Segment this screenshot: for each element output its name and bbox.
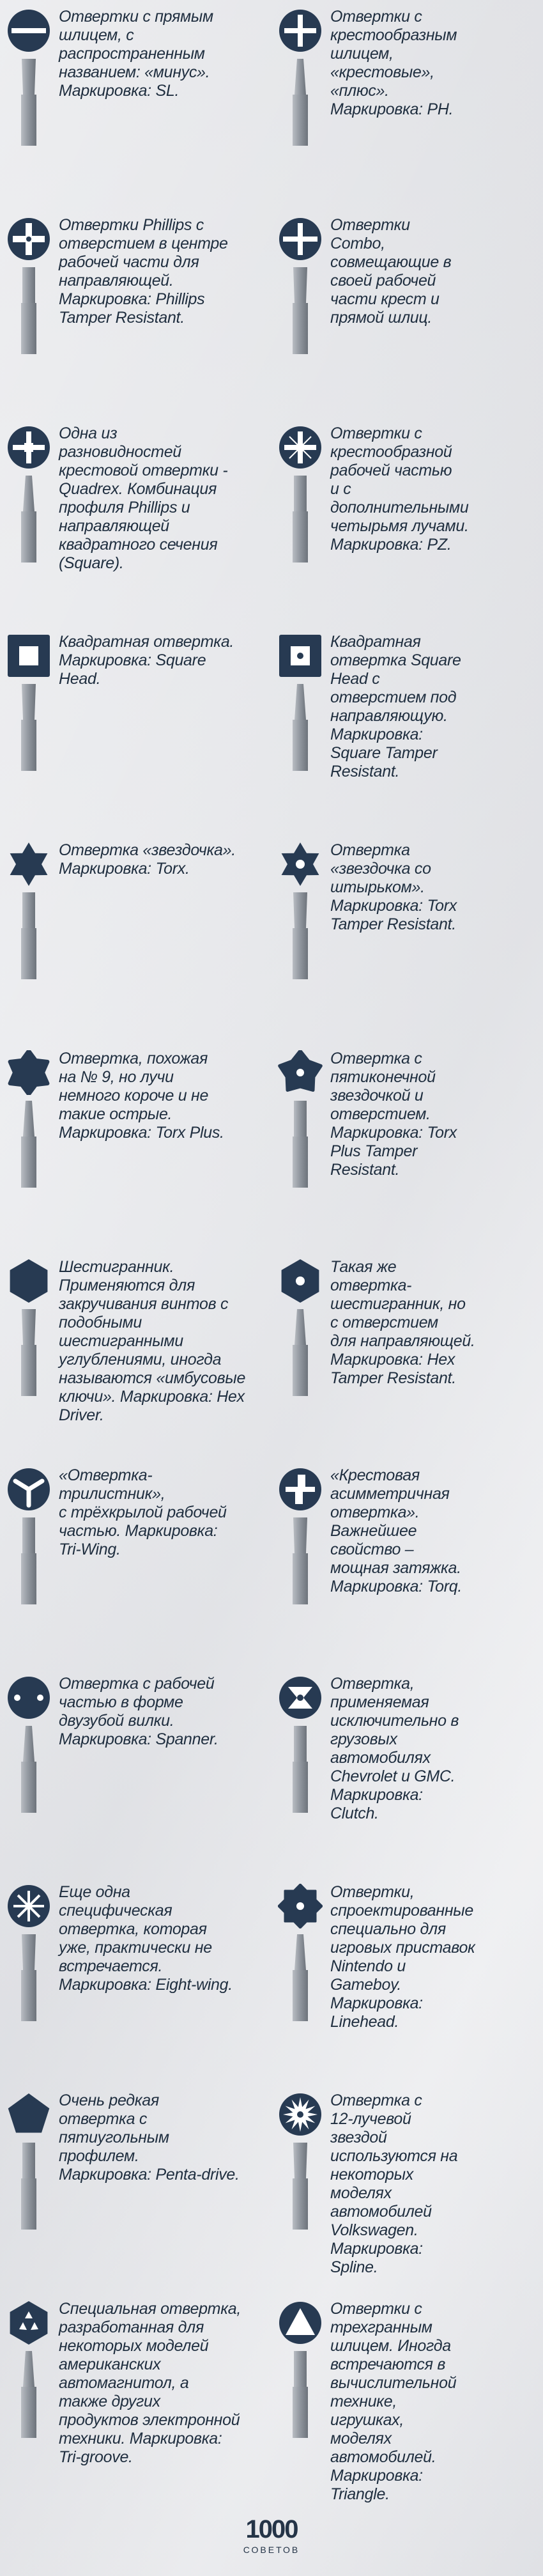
screwdriver-shaft-icon [287, 473, 314, 563]
screwdriver-shaft-icon [287, 1932, 314, 2021]
torx-tamper-tip-icon [278, 842, 323, 887]
slotted-tip-icon [6, 8, 51, 53]
phillips-tamper-tip-icon [6, 217, 51, 261]
hex-tamper-tip-icon [278, 1259, 323, 1303]
screwdriver-shaft-icon [287, 265, 314, 354]
screwdriver-shaft-icon [15, 681, 42, 771]
hex-tip-icon [6, 1259, 51, 1303]
screwdriver-shaft-icon [287, 1515, 314, 1604]
screwdriver-shaft-icon [287, 1723, 314, 1813]
quadrex-tip-icon [6, 425, 51, 470]
tri-wing-tip-icon [6, 1467, 51, 1512]
torx-plus-tip-icon [6, 1050, 51, 1095]
item-description: Отвертка с пятиконечной звездочкой и отверстием. Маркировка: Torx Plus Tamper Resistant. [330, 1050, 457, 1179]
spanner-tip-icon [6, 1675, 51, 1720]
screwdriver-item [272, 2089, 543, 2281]
screwdriver-item [272, 839, 543, 1030]
pozidriv-tip-icon [278, 425, 323, 470]
logo-subtitle: СОВЕТОВ [243, 2545, 300, 2555]
screwdriver-shaft-icon [287, 56, 314, 146]
item-description: Отвертки, спроектированные специально для игровых приставок Nintendo и Gameboy. Маркировка: Linehead. [330, 1883, 475, 2031]
screwdriver-item [0, 1672, 272, 1864]
item-description: Отвертки с трехгранным шлицем. Иногда встречаются в вычислительной технике, игрушках, моделях автомобилей. Маркировка: Triangle. [330, 2300, 457, 2503]
screwdriver-shaft-icon [287, 1307, 314, 1396]
item-description: Отвертка с рабочей частью в форме двузубой вилки. Маркировка: Spanner. [59, 1675, 218, 1748]
screwdriver-item [272, 5, 543, 197]
item-description: Отвертки с крестообразным шлицем, «крестовые», «плюс». Маркировка: PH. [330, 8, 457, 118]
screwdriver-shaft-icon [15, 890, 42, 979]
site-logo [0, 2515, 543, 2555]
screwdriver-item [0, 213, 272, 405]
screwdriver-shaft-icon [15, 1515, 42, 1604]
screwdriver-item [0, 2089, 272, 2281]
item-description: Квадратная отвертка. Маркировка: Square Head. [59, 633, 234, 688]
screwdriver-item [272, 630, 543, 822]
item-description: Специальная отвертка, разработанная для некоторых моделей американских автомагнитол, а также других продуктов электронной техники. Маркировка: Tri-groove. [59, 2300, 241, 2466]
screwdriver-item [272, 422, 543, 614]
screwdriver-shaft-icon [287, 2140, 314, 2230]
screwdriver-shaft-icon [287, 890, 314, 979]
screwdriver-shaft-icon [287, 681, 314, 771]
item-description: Отвертка «звездочка со штырьком». Маркировка: Torx Tamper Resistant. [330, 841, 457, 933]
screwdriver-item [0, 1047, 272, 1239]
item-description: Отвертки Combo, совмещающие в своей рабочей части крест и прямой шлиц. [330, 216, 452, 327]
screwdriver-shaft-icon [15, 473, 42, 563]
item-description: Отвертки с крестообразной рабочей частью и с дополнительными четырьмя лучами. Маркировка: PZ. [330, 424, 469, 554]
spline-tip-icon [278, 2092, 323, 2137]
item-description: Отвертка, похожая на № 9, но лучи немного короче и не такие острые. Маркировка: Torx Plus. [59, 1050, 224, 1142]
screwdriver-shaft-icon [15, 1932, 42, 2021]
eight-wing-tip-icon [6, 1884, 51, 1928]
screwdriver-shaft-icon [15, 1723, 42, 1813]
screwdriver-item [272, 1464, 543, 1656]
cross-tip-icon [278, 8, 323, 53]
item-description: Очень редкая отвертка с пятиугольным профилем. Маркировка: Penta-drive. [59, 2091, 240, 2184]
screwdriver-item [0, 2297, 272, 2489]
clutch-tip-icon [278, 1675, 323, 1720]
screwdriver-shaft-icon [15, 1307, 42, 1396]
item-description: Шестигранник. Применяются для закручивания винтов с подобными шестигранными углублениями, иногда называются «имбусовые ключи». Маркировка: Hex Driver. [59, 1258, 246, 1424]
torx-plus-tamper-tip-icon [278, 1050, 323, 1095]
penta-tip-icon [6, 2092, 51, 2137]
item-description: Отвертка, применяемая исключительно в грузовых автомобилях Chevrolet и GMC. Маркировка: Clutch. [330, 1675, 459, 1822]
screwdriver-shaft-icon [287, 1098, 314, 1188]
item-description: Такая же отвертка- шестигранник, но с отверстием для направляющей. Маркировка: Hex Tamper Resistant. [330, 1258, 475, 1387]
item-description: Еще одна специфическая отвертка, которая уже, практически не встречается. Маркировка: Eight-wing. [59, 1883, 233, 1994]
triangle-tip-icon [278, 2301, 323, 2345]
tri-groove-tip-icon [6, 2301, 51, 2345]
screwdriver-item [0, 1464, 272, 1656]
screwdriver-item [272, 1672, 543, 1864]
item-description: Отвертка «звездочка». Маркировка: Torx. [59, 841, 236, 878]
item-description: Одна из разновидностей крестовой отвертки - Quadrex. Комбинация профиля Phillips и направляющей квадратного сечения (Square). [59, 424, 228, 572]
item-description: Отвертки Phillips с отверстием в центре рабочей части для направляющей. Маркировка: Phillips Tamper Resistant. [59, 216, 228, 327]
square-tamper-tip-icon [278, 633, 323, 678]
screwdriver-shaft-icon [15, 2140, 42, 2230]
screwdriver-shaft-icon [15, 2348, 42, 2438]
item-description: Квадратная отвертка Square Head с отверстием под направляющую. Маркировка: Square Tamper Resistant. [330, 633, 461, 780]
screwdriver-item [272, 2297, 543, 2503]
item-description: «Отвертка- трилистник», с трёхкрылой рабочей частью. Маркировка: Tri-Wing. [59, 1466, 227, 1558]
screwdriver-item [0, 630, 272, 822]
screwdriver-item [0, 839, 272, 1030]
item-description: «Крестовая асимметричная отвертка». Важнейшее свойство – мощная затяжка. Маркировка: Torq. [330, 1466, 463, 1595]
screwdriver-item [0, 1255, 272, 1447]
screwdriver-item [0, 1881, 272, 2072]
screwdriver-item [0, 422, 272, 614]
screwdriver-item [272, 213, 543, 405]
logo-number: 1000 [245, 2515, 298, 2543]
screwdriver-item [272, 1255, 543, 1447]
screwdriver-shaft-icon [15, 1098, 42, 1188]
item-description: Отвертка с 12-лучевой звездой используются на некоторых моделях автомобилей Volkswagen. Маркировка: Spline. [330, 2091, 458, 2276]
screwdriver-shaft-icon [15, 265, 42, 354]
screwdriver-shaft-icon [287, 2348, 314, 2438]
torx-tip-icon [6, 842, 51, 887]
linehead-tip-icon [278, 1884, 323, 1928]
combo-tip-icon [278, 217, 323, 261]
screwdriver-item [272, 1881, 543, 2072]
screwdriver-item [0, 5, 272, 197]
torq-set-tip-icon [278, 1467, 323, 1512]
screwdriver-item [272, 1047, 543, 1239]
square-tip-icon [6, 633, 51, 678]
item-description: Отвертки с прямым шлицем, с распространенным названием: «минус». Маркировка: SL. [59, 8, 213, 100]
screwdriver-shaft-icon [15, 56, 42, 146]
